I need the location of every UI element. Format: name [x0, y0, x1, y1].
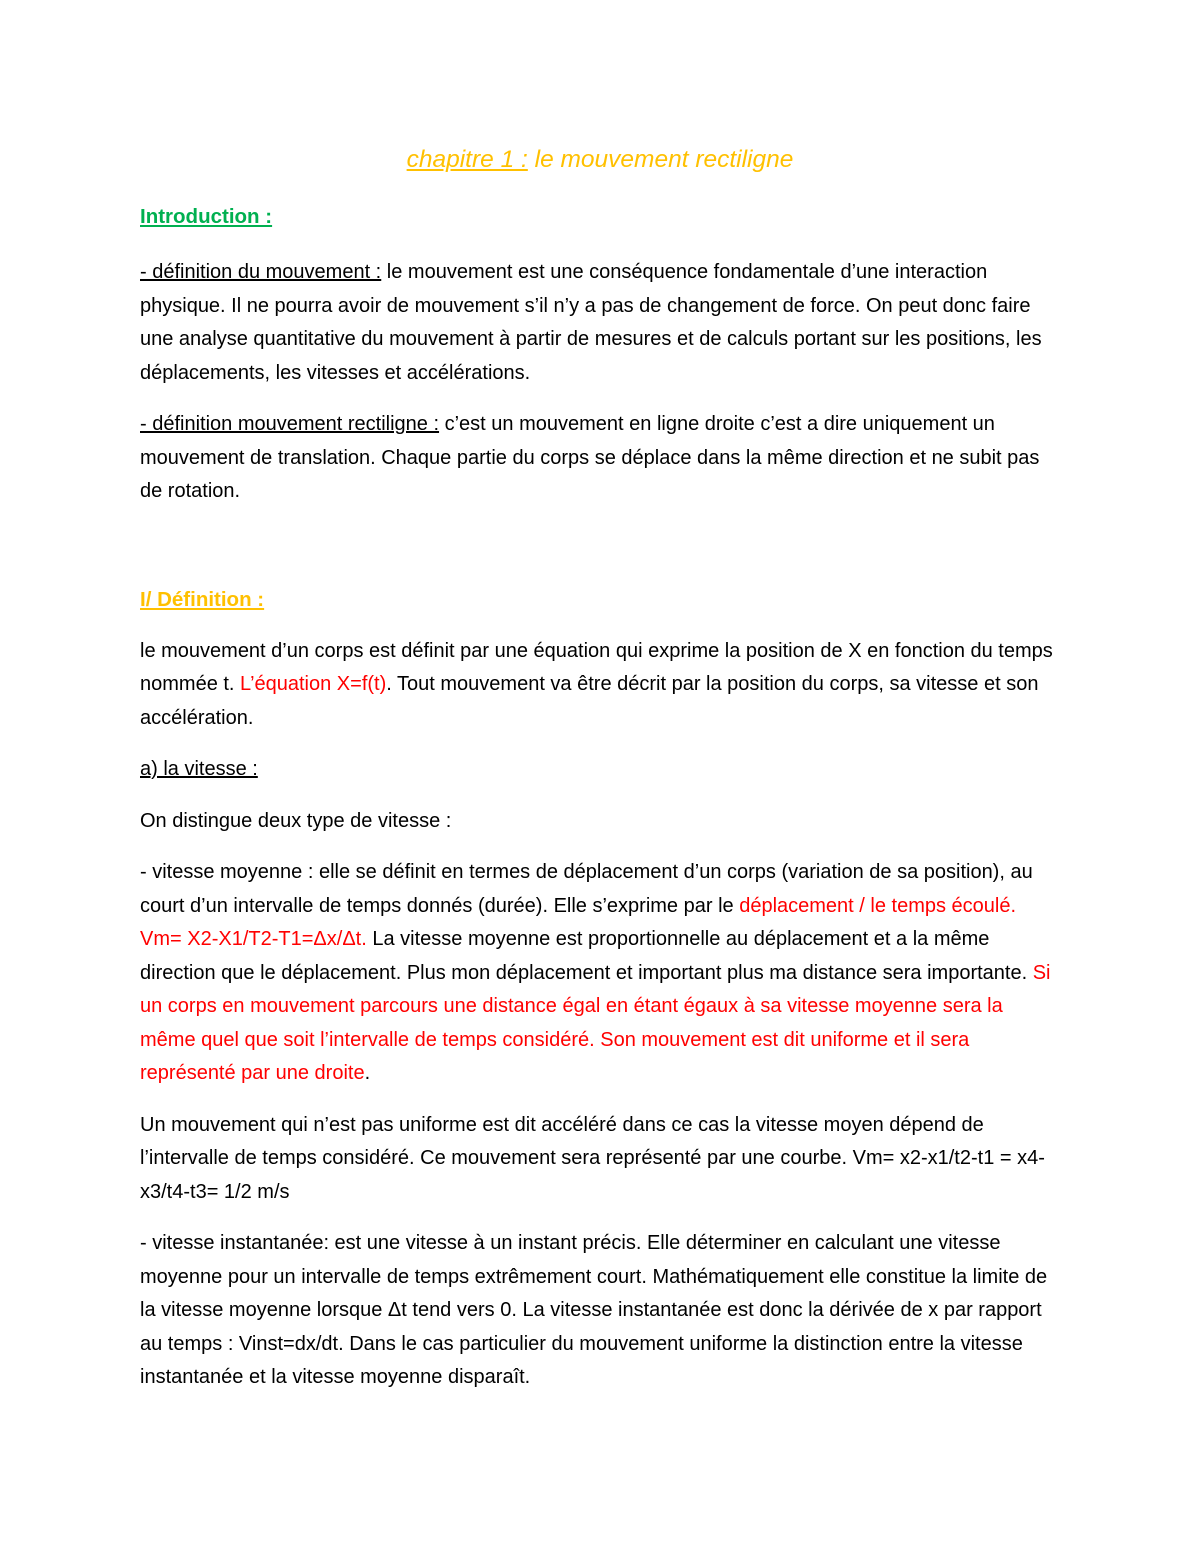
section-definition-heading: I/ Définition : — [140, 587, 265, 611]
chapter-title — [140, 140, 1060, 180]
equation-text-a: le mouvement d’un corps est définit par une équation qui exprime la position de X en fonction du temps nommée t. — [140, 639, 1053, 695]
equation-highlight: L’équation X=f(t) — [240, 673, 387, 695]
introduction-heading: Introduction : — [140, 205, 273, 228]
equation-text-b: . Tout mouvement va être décrit par la position du corps, sa vitesse et son accélération. — [140, 673, 1039, 729]
document-body — [140, 140, 1060, 1413]
definition-rectilinear-text: c’est un mouvement en ligne droite c’est a dire uniquement un mouvement de translation. Chaque partie du corps se déplace dans la même direction et ne subit pas de rotation. — [140, 413, 1040, 502]
chapter-title-number: chapitre 1 : — [406, 146, 528, 173]
average-speed-text-b: La vitesse moyenne est proportionnelle au déplacement et a la même direction que le déplacement. Plus mon déplacement et important plus ma distance sera importante. — [140, 928, 1033, 984]
definition-movement-text: le mouvement est une conséquence fondamentale d’une interaction physique. Il ne pourra avoir de mouvement s’il n’y a pas de changement de force. On peut donc faire une analyse quantitative du mouvement à partir de mesures et de calculs portant sur les positions, les déplacements, les vitesses et accélérations. — [140, 261, 1042, 384]
definition-rectilinear-paragraph — [140, 408, 1060, 509]
definition-rectilinear-label: - définition mouvement rectiligne : — [140, 413, 440, 435]
instantaneous-speed-paragraph: - vitesse instantanée: est une vitesse à un instant précis. Elle déterminer en calculant une vitesse moyenne pour un intervalle de temps extrêmement court. Mathématiquement elle constitue la limite de la vitesse moyenne lorsque Δt tend vers 0. La vitesse instantanée est donc la dérivée de x par rapport au temps : Vinst=dx/dt. Dans le cas particulier du mouvement uniforme la distinction entre la vitesse instantanée et la vitesse moyenne disparaît. — [140, 1232, 1048, 1388]
average-speed-formula: déplacement / le temps écoulé. Vm= X2-X1/T2-T1=Δx/Δt. — [140, 894, 1017, 950]
uniform-motion-highlight: Si un corps en mouvement parcours une distance égal en étant égaux à sa vitesse moyenne sera la même quel que soit l’intervalle de temps considéré. Son mouvement est dit uniforme et il sera représenté par une droite — [140, 961, 1051, 1084]
average-speed-paragraph — [140, 856, 1060, 1091]
accelerated-motion-paragraph: Un mouvement qui n’est pas uniforme est dit accéléré dans ce cas la vitesse moyen dépend de l’intervalle de temps considéré. Ce mouvement sera représenté par une courbe. Vm= x2-x1/t2-t1 = x4-x3/t4-t3= 1/2 m/s — [140, 1113, 1045, 1203]
average-speed-text-c: . — [364, 1062, 371, 1084]
speed-types-intro: On distingue deux type de vitesse : — [140, 809, 452, 832]
chapter-title-text: le mouvement rectiligne — [527, 146, 794, 173]
section-spacer — [140, 527, 1060, 583]
average-speed-text-a: - vitesse moyenne : elle se définit en termes de déplacement d’un corps (variation de sa position), au court d’un intervalle de temps donnés (durée). Elle s’exprime par le — [140, 861, 1033, 917]
definition-movement-label: - définition du mouvement : — [140, 261, 382, 283]
subsection-speed-heading: a) la vitesse : — [140, 758, 258, 780]
equation-paragraph — [140, 635, 1060, 736]
definition-movement-paragraph — [140, 256, 1060, 390]
